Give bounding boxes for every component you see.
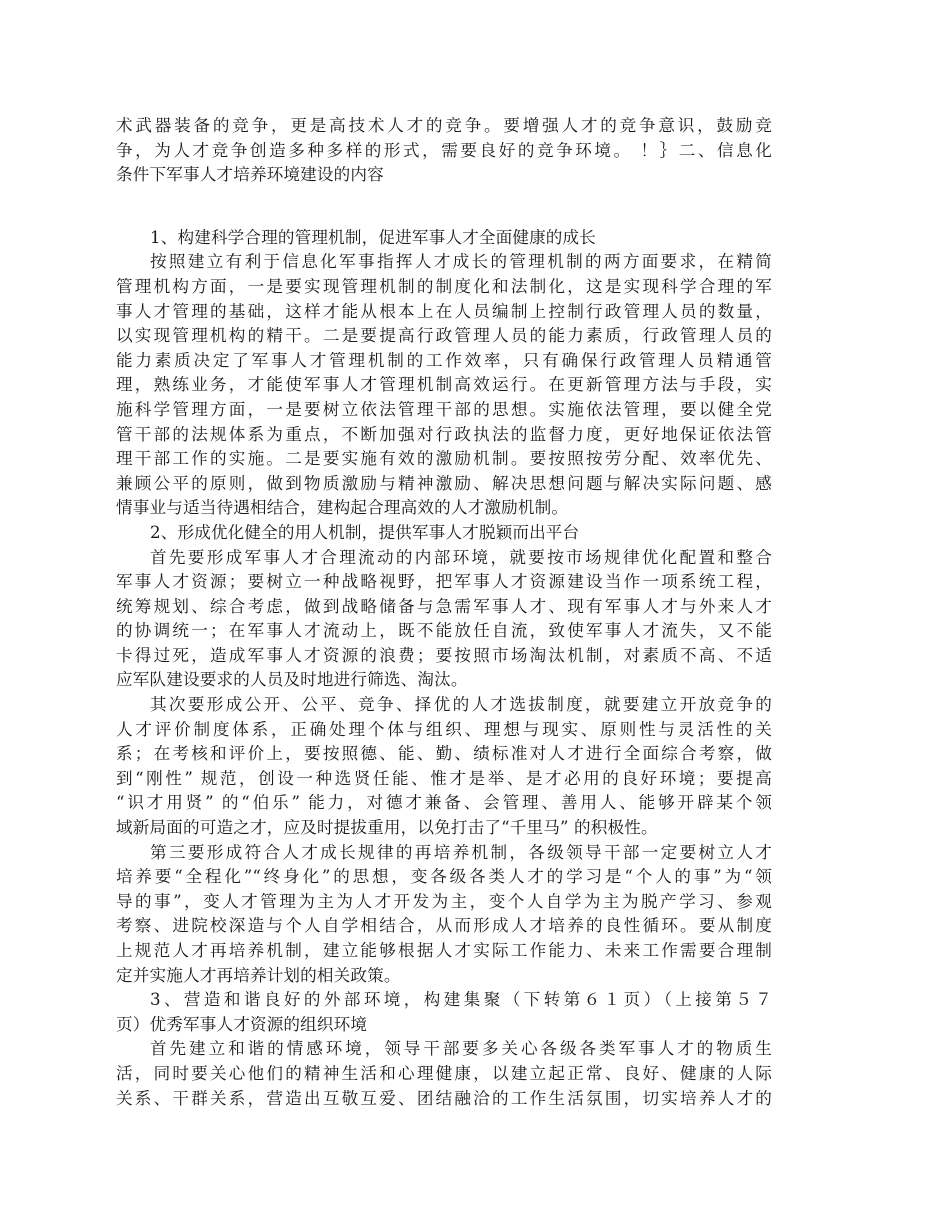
text-line: 到“刚性” 规范，创设一种选贤任能、惟才是举、是才必用的良好环境；要提高 — [116, 768, 772, 788]
text-line: 管理机构方面，一是要实现管理机制的制度化和法制化，这是实现科学合理的军 — [116, 276, 772, 296]
text-line: 卡得过死，造成军事人才资源的浪费；要按照市场淘汰机制，对素质不高、不适 — [116, 645, 772, 665]
text-line: 2、形成优化健全的用人机制，提供军事人才脱颖而出平台 — [150, 522, 580, 542]
text-line: 条件下军事人才培养环境建设的内容 — [116, 165, 384, 185]
text-line: 理，熟练业务，才能使军事人才管理机制高效运行。在更新管理方法与手段，实 — [116, 375, 772, 395]
text-line: 其次要形成公开、公平、竞争、择优的人才选拔制度，就要建立开放竞争的 — [150, 695, 772, 715]
text-line: 考察、进院校深造与个人自学相结合，从而形成人才培养的良性循环。要从制度 — [116, 916, 772, 936]
text-line: 第三要形成符合人才成长规律的再培养机制，各级领导干部一定要树立人才 — [150, 842, 772, 862]
text-line: 人才评价制度体系，正确处理个体与组织、理想与现实、原则性与灵活性的关 — [116, 719, 772, 739]
text-line: 3、营造和谐良好的外部环境，构建集聚（下转第６１页）（上接第５７ — [150, 990, 772, 1010]
text-line: 统筹规划、综合考虑，做到战略储备与急需军事人才、现有军事人才与外来人才 — [116, 596, 772, 616]
text-line: 施科学管理方面，一是要树立依法管理干部的思想。实施依法管理，要以健全党 — [116, 399, 772, 419]
text-line: 的协调统一；在军事人才流动上，既不能放任自流，致使军事人才流失，又不能 — [116, 621, 772, 641]
text-line: 术武器装备的竞争，更是高技术人才的竞争。要增强人才的竞争意识，鼓励竞 — [116, 116, 772, 135]
text-line: “识才用贤” 的“伯乐” 能力，对德才兼备、会管理、善用人、能够开辟某个领 — [116, 793, 772, 813]
text-line: 理干部工作的实施。二是要实施有效的激励机制。要按照按劳分配、效率优先、 — [116, 449, 772, 469]
text-line: 以实现管理机构的精干。二是要提高行政管理人员的能力素质，行政管理人员的 — [116, 326, 772, 346]
text-line: 1、构建科学合理的管理机制，促进军事人才全面健康的成长 — [150, 227, 597, 247]
text-line: 兼顾公平的原则，做到物质激励与精神激励、解决思想问题与解决实际问题、感 — [116, 473, 772, 493]
paragraph-gap — [116, 188, 772, 226]
text-line: 事人才管理的基础，这样才能从根本上在人员编制上控制行政管理人员的数量， — [116, 301, 772, 321]
text-line: 定并实施人才再培养计划的相关政策。 — [116, 965, 401, 985]
text-line: 应军队建设要求的人员及时地进行筛选、淘汰。 — [116, 670, 468, 690]
text-line: 情事业与适当待遇相结合，建构起合理高效的人才激励机制。 — [116, 498, 569, 518]
text-line: 培养要“全程化”“终身化”的思想，变各级各类人才的学习是“个人的事”为“领 — [116, 867, 772, 887]
text-line: 首先建立和谐的情感环境，领导干部要多关心各级各类军事人才的物质生 — [150, 1039, 772, 1059]
document-page — [116, 114, 772, 1111]
text-line: 系；在考核和评价上，要按照德、能、勤、绩标准对人才进行全面综合考察，做 — [116, 744, 772, 764]
text-line: 首先要形成军事人才合理流动的内部环境，就要按市场规律优化配置和整合 — [150, 547, 772, 567]
text-line: 域新局面的可造之才，应及时提拔重用，以免打击了“千里马” 的积极性。 — [116, 818, 658, 838]
text-line: 页）优秀军事人才资源的组织环境 — [116, 1014, 368, 1034]
text-line: 军事人才资源；要树立一种战略视野，把军事人才资源建设当作一项系统工程， — [116, 572, 772, 592]
text-line: 能力素质决定了军事人才管理机制的工作效率，只有确保行政管理人员精通管 — [116, 350, 772, 370]
text-line: 管干部的法规体系为重点，不断加强对行政执法的监督力度，更好地保证依法管 — [116, 424, 772, 444]
text-line: 导的事”，变人才管理为主为人才开发为主，变个人自学为主为脱产学习、参观 — [116, 891, 772, 911]
text-line: 争，为人才竞争创造多种多样的形式，需要良好的竞争环境。 ！｝二、信息化 — [116, 140, 772, 160]
text-line: 上规范人才再培养机制，建立能够根据人才实际工作能力、未来工作需要合理制 — [116, 941, 772, 960]
text-line: 活，同时要关心他们的精神生活和心理健康，以建立起正常、良好、健康的人际 — [116, 1063, 772, 1083]
text-line: 关系、干群关系，营造出互敬互爱、团结融洽的工作生活氛围，切实培养人才的 — [116, 1088, 772, 1108]
text-line: 按照建立有利于信息化军事指挥人才成长的管理机制的两方面要求，在精简 — [150, 252, 772, 272]
